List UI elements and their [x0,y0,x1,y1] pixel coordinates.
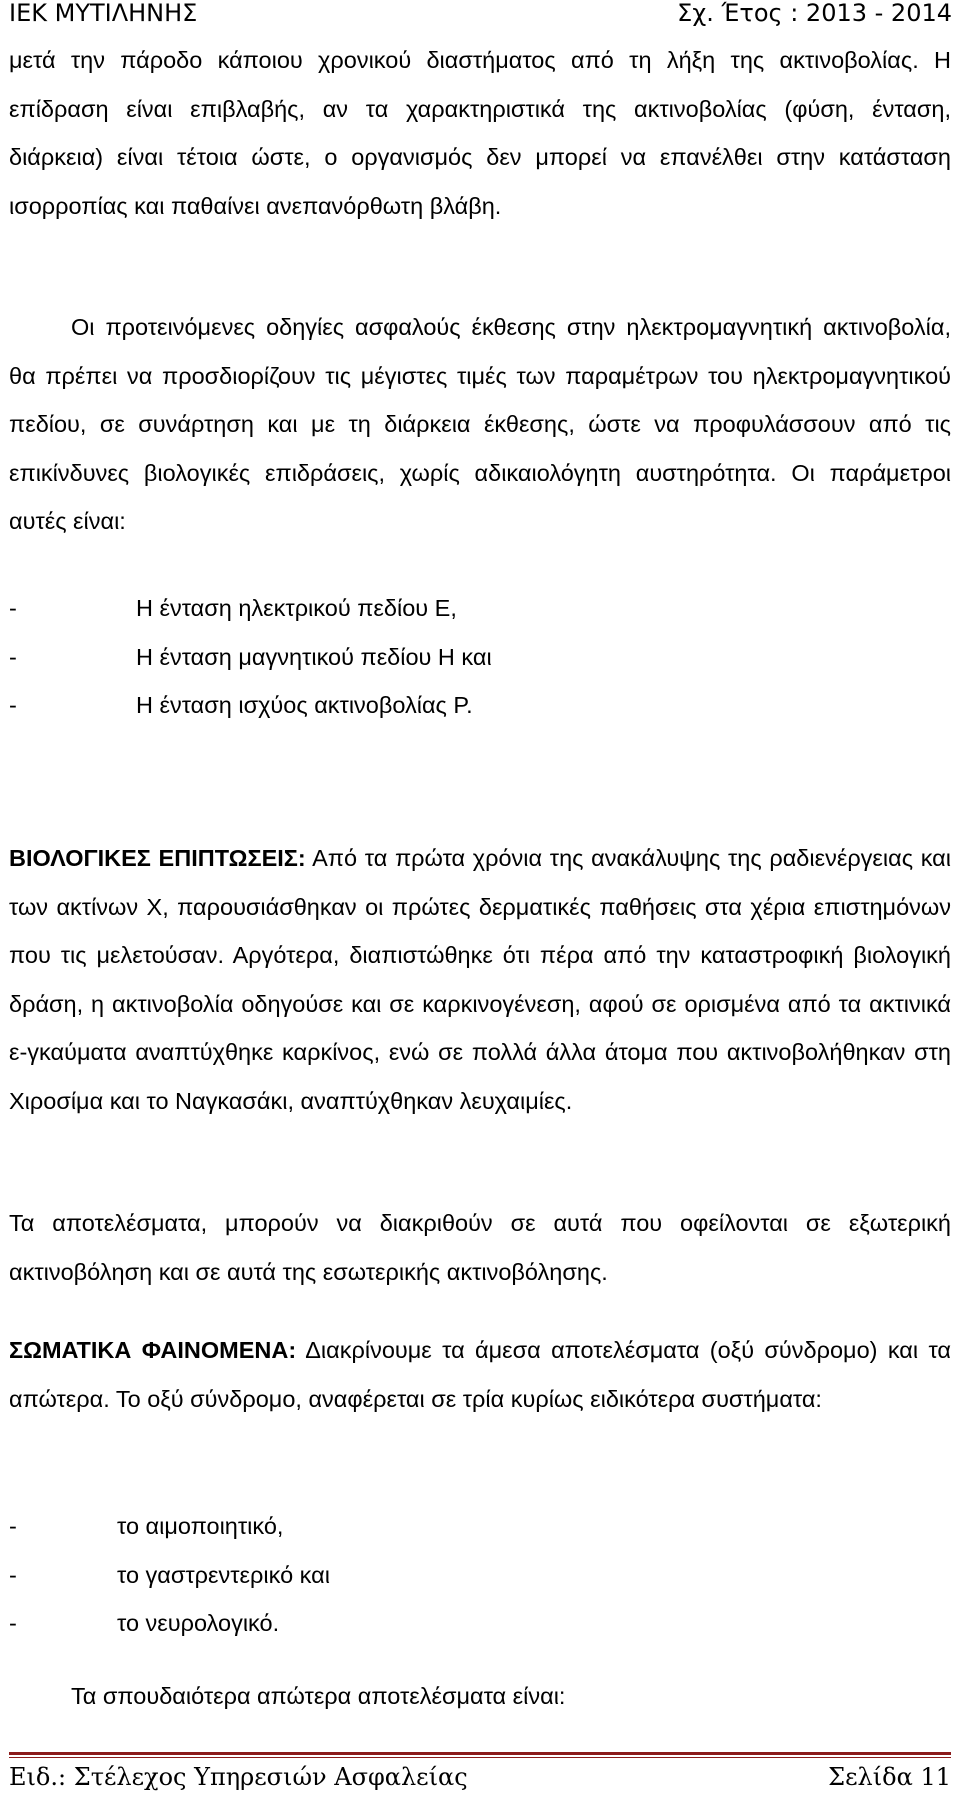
paragraph-exposure-guidelines [9,303,951,546]
header-school-year: Σχ. Έτος : 2013 - 2014 [677,0,952,27]
list-item [9,1599,951,1648]
list-item-text: το γαστρεντερικό και [117,1561,330,1588]
list-item [9,1551,951,1600]
page-footer [0,1762,960,1795]
paragraph-text: Διακρίνουμε τα άμεσα αποτελέσματα (οξύ σύνδρομο) και τα απώτερα. Το οξύ σύνδρομο, αναφέρεται σε τρία κυρίως ειδικότερα συστήματα: [9,1337,952,1412]
list-dash: - [9,1561,17,1588]
list-dash: - [9,1610,17,1636]
footer-rule [9,1752,951,1755]
list-dash: - [9,692,17,718]
list-item-text: το νευρολογικό. [117,1610,280,1636]
section-heading-somatic: ΣΩΜΑΤΙΚΑ ΦΑΙΝΟΜΕΝΑ: [9,1337,297,1363]
list-item [9,681,951,730]
list-item-text: το αιμοποιητικό, [117,1513,284,1539]
parameters-list [9,584,951,730]
list-item-text: Η ένταση ηλεκτρικού πεδίου Ε, [136,595,457,621]
paragraph-text: Οι προτεινόμενες οδηγίες ασφαλούς έκθεσης στην ηλεκτρομαγνητική ακτινοβολία, θα πρέπει να προσδιορίζουν τις μέγιστες τιμές των παραμέτρων του ηλεκτρομαγνητικού πεδίου, σε συνάρτηση και με τη διάρκεια έκθεσης, ώστε να προφυλάσσουν από τις επικίνδυνες βιολογικές επιδράσεις, χωρίς αδικαιολόγητη αυστηρότητα. Οι παράμετροι αυτές είναι: [9,314,951,534]
list-item [9,1502,951,1551]
list-dash: - [9,643,17,670]
list-item-text: Η ένταση ισχύος ακτινοβολίας Ρ. [136,692,473,718]
paragraph-results [9,1199,951,1296]
paragraph-somatic-phenomena [9,1326,951,1423]
list-dash: - [9,1513,17,1539]
list-item [9,633,951,682]
list-item-text: Η ένταση μαγνητικού πεδίου Η και [136,643,492,670]
late-effects-intro: Τα σπουδαιότερα απώτερα αποτελέσματα είναι: [71,1683,566,1709]
footer-rule-thin [9,1757,951,1758]
section-heading-biological: ΒΙΟΛΟΓΙΚΕΣ ΕΠΙΠΤΩΣΕΙΣ: [9,845,306,871]
page-number: Σελίδα 11 [828,1763,951,1791]
paragraph-text: μετά την πάροδο κάποιου χρονικού διαστήματος από τη λήξη της ακτινοβολίας. Η επίδραση είναι επιβλαβής, αν τα χαρακτηριστικά της ακτινοβολίας (φύση, ένταση, διάρκεια) είναι τέτοια ώστε, ο οργανισμός δεν μπορεί να επανέλθει στην κατάσταση ισορροπίας και παθαίνει ανεπανόρθωτη βλάβη. [9,47,951,219]
header-school: ΙΕΚ ΜΥΤΙΛΗΝΗΣ [9,0,198,27]
list-dash: - [9,595,17,621]
list-item [9,584,951,633]
paragraph-text: Από τα πρώτα χρόνια της ανακάλυψης της ραδιενέργειας και των ακτίνων Χ, παρουσιάσθηκαν οι πρώτες δερματικές παθήσεις στα χέρια επιστημόνων που τις μελετούσαν. Αργότερα, διαπιστώθηκε ότι πέρα από την καταστροφική βιολογική δράση, η ακτινοβολία οδηγούσε και σε καρκινογένεση, αφού σε ορισμένα από τα ακτινικά ε-γκαύματα αναπτύχθηκε καρκίνος, ενώ σε πολλά άλλα άτομα που ακτινοβολήθηκαν στη Χιροσίμα και το Ναγκασάκι, αναπτύχθηκαν λευχαιμίες. [9,845,951,1114]
paragraph-radiation-effects [9,36,951,230]
systems-list [9,1502,951,1648]
page-header [0,0,960,30]
paragraph-biological-effects [9,834,951,1125]
paragraph-text: Τα αποτελέσματα, μπορούν να διακριθούν σε αυτά που οφείλονται σε εξωτερική ακτινοβόληση και σε αυτά της εσωτερικής ακτινοβόλησης. [9,1210,951,1285]
footer-specialty: Ειδ.: Στέλεχος Υπηρεσιών Ασφαλείας [9,1763,468,1791]
